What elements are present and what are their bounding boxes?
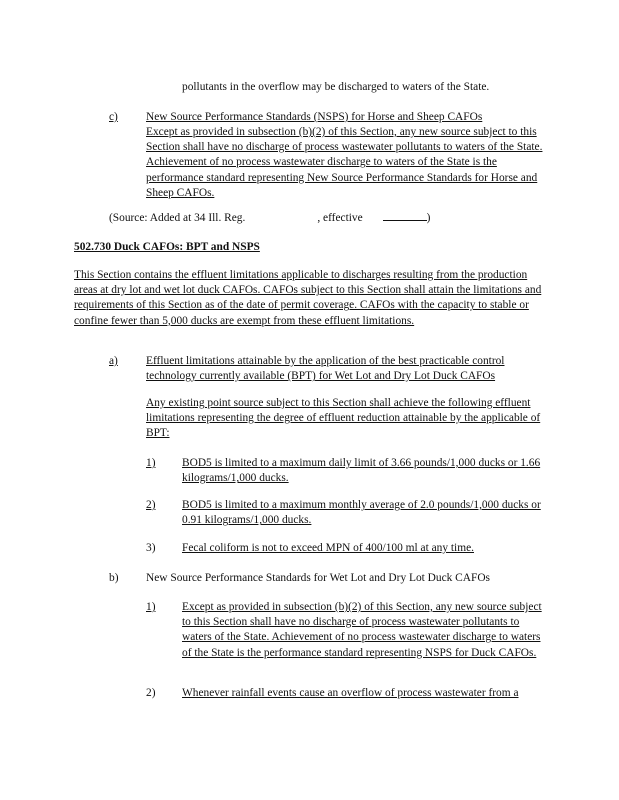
section-heading: 502.730 Duck CAFOs: BPT and NSPS (74, 241, 260, 253)
a-item-1-label: 1) (146, 457, 156, 469)
b-item-2-label: 2) (146, 687, 156, 699)
source-note (109, 210, 509, 226)
b-item-2-text: Whenever rainfall events cause an overflow of process wastewater from a (182, 687, 519, 699)
subsection-a-title: Effluent limitations attainable by the application of the best practicable control technology currently available (BPT) for Wet Lot and Dry Lot Duck CAFOs (146, 355, 505, 383)
subsection-a-label: a) (109, 355, 118, 367)
subsection-b-label: b) (109, 572, 119, 584)
a-item-2-label: 2) (146, 499, 156, 511)
intro-paragraph: This Section contains the effluent limitations applicable to discharges resulting from the production areas at dry lot and wet lot duck CAFOs. CAFOs subject to this Section shall attain the limitations and requirements of this Section as of the date of permit coverage. CAFOs with the capacity to stable or confine fewer than 5,000 ducks are exempt from these effluent limitations. (74, 269, 542, 327)
a-item-1-text: BOD5 is limited to a maximum daily limit of 3.66 pounds/1,000 ducks or 1.66 kilograms/1,000 ducks. (182, 457, 541, 485)
source-note-date-line (383, 210, 427, 221)
a-item-3-label: 3) (146, 542, 156, 554)
subsection-c-title: New Source Performance Standards (NSPS) for Horse and Sheep CAFOs (146, 111, 483, 123)
continuation-line: pollutants in the overflow may be discharged to waters of the State. (182, 81, 490, 93)
a-item-3-text: Fecal coliform is not to exceed MPN of 400/100 ml at any time. (182, 542, 474, 554)
subsection-c-body: Except as provided in subsection (b)(2) of this Section, any new source subject to this Section shall have no discharge of process wastewater pollutants to waters of the State. Achievement of no process wastewater discharge to waters of the State is the performance standard representing New Source Performance Standards for Horse and Sheep CAFOs. (146, 126, 543, 199)
b-item-1-text: Except as provided in subsection (b)(2) of this Section, any new source subject to this Section shall have no discharge of process wastewater pollutants to waters of the State. Achievement of no process wastewater discharge to waters of the State is the performance standard representing NSPS for Duck CAFOs. (182, 601, 542, 659)
source-note-effective: , effective (317, 212, 363, 224)
subsection-c-label: c) (109, 111, 118, 123)
a-item-2-text: BOD5 is limited to a maximum monthly average of 2.0 pounds/1,000 ducks or 0.91 kilograms/1,000 ducks. (182, 499, 541, 527)
source-note-close: ) (426, 212, 431, 224)
b-item-1-label: 1) (146, 601, 156, 613)
subsection-b-title: New Source Performance Standards for Wet Lot and Dry Lot Duck CAFOs (146, 572, 490, 584)
source-note-start: (Source: Added at 34 Ill. Reg. (109, 212, 246, 224)
subsection-a-body: Any existing point source subject to this Section shall achieve the following effluent limitations representing the degree of effluent reduction attainable by the applicable of BPT: (146, 397, 541, 440)
